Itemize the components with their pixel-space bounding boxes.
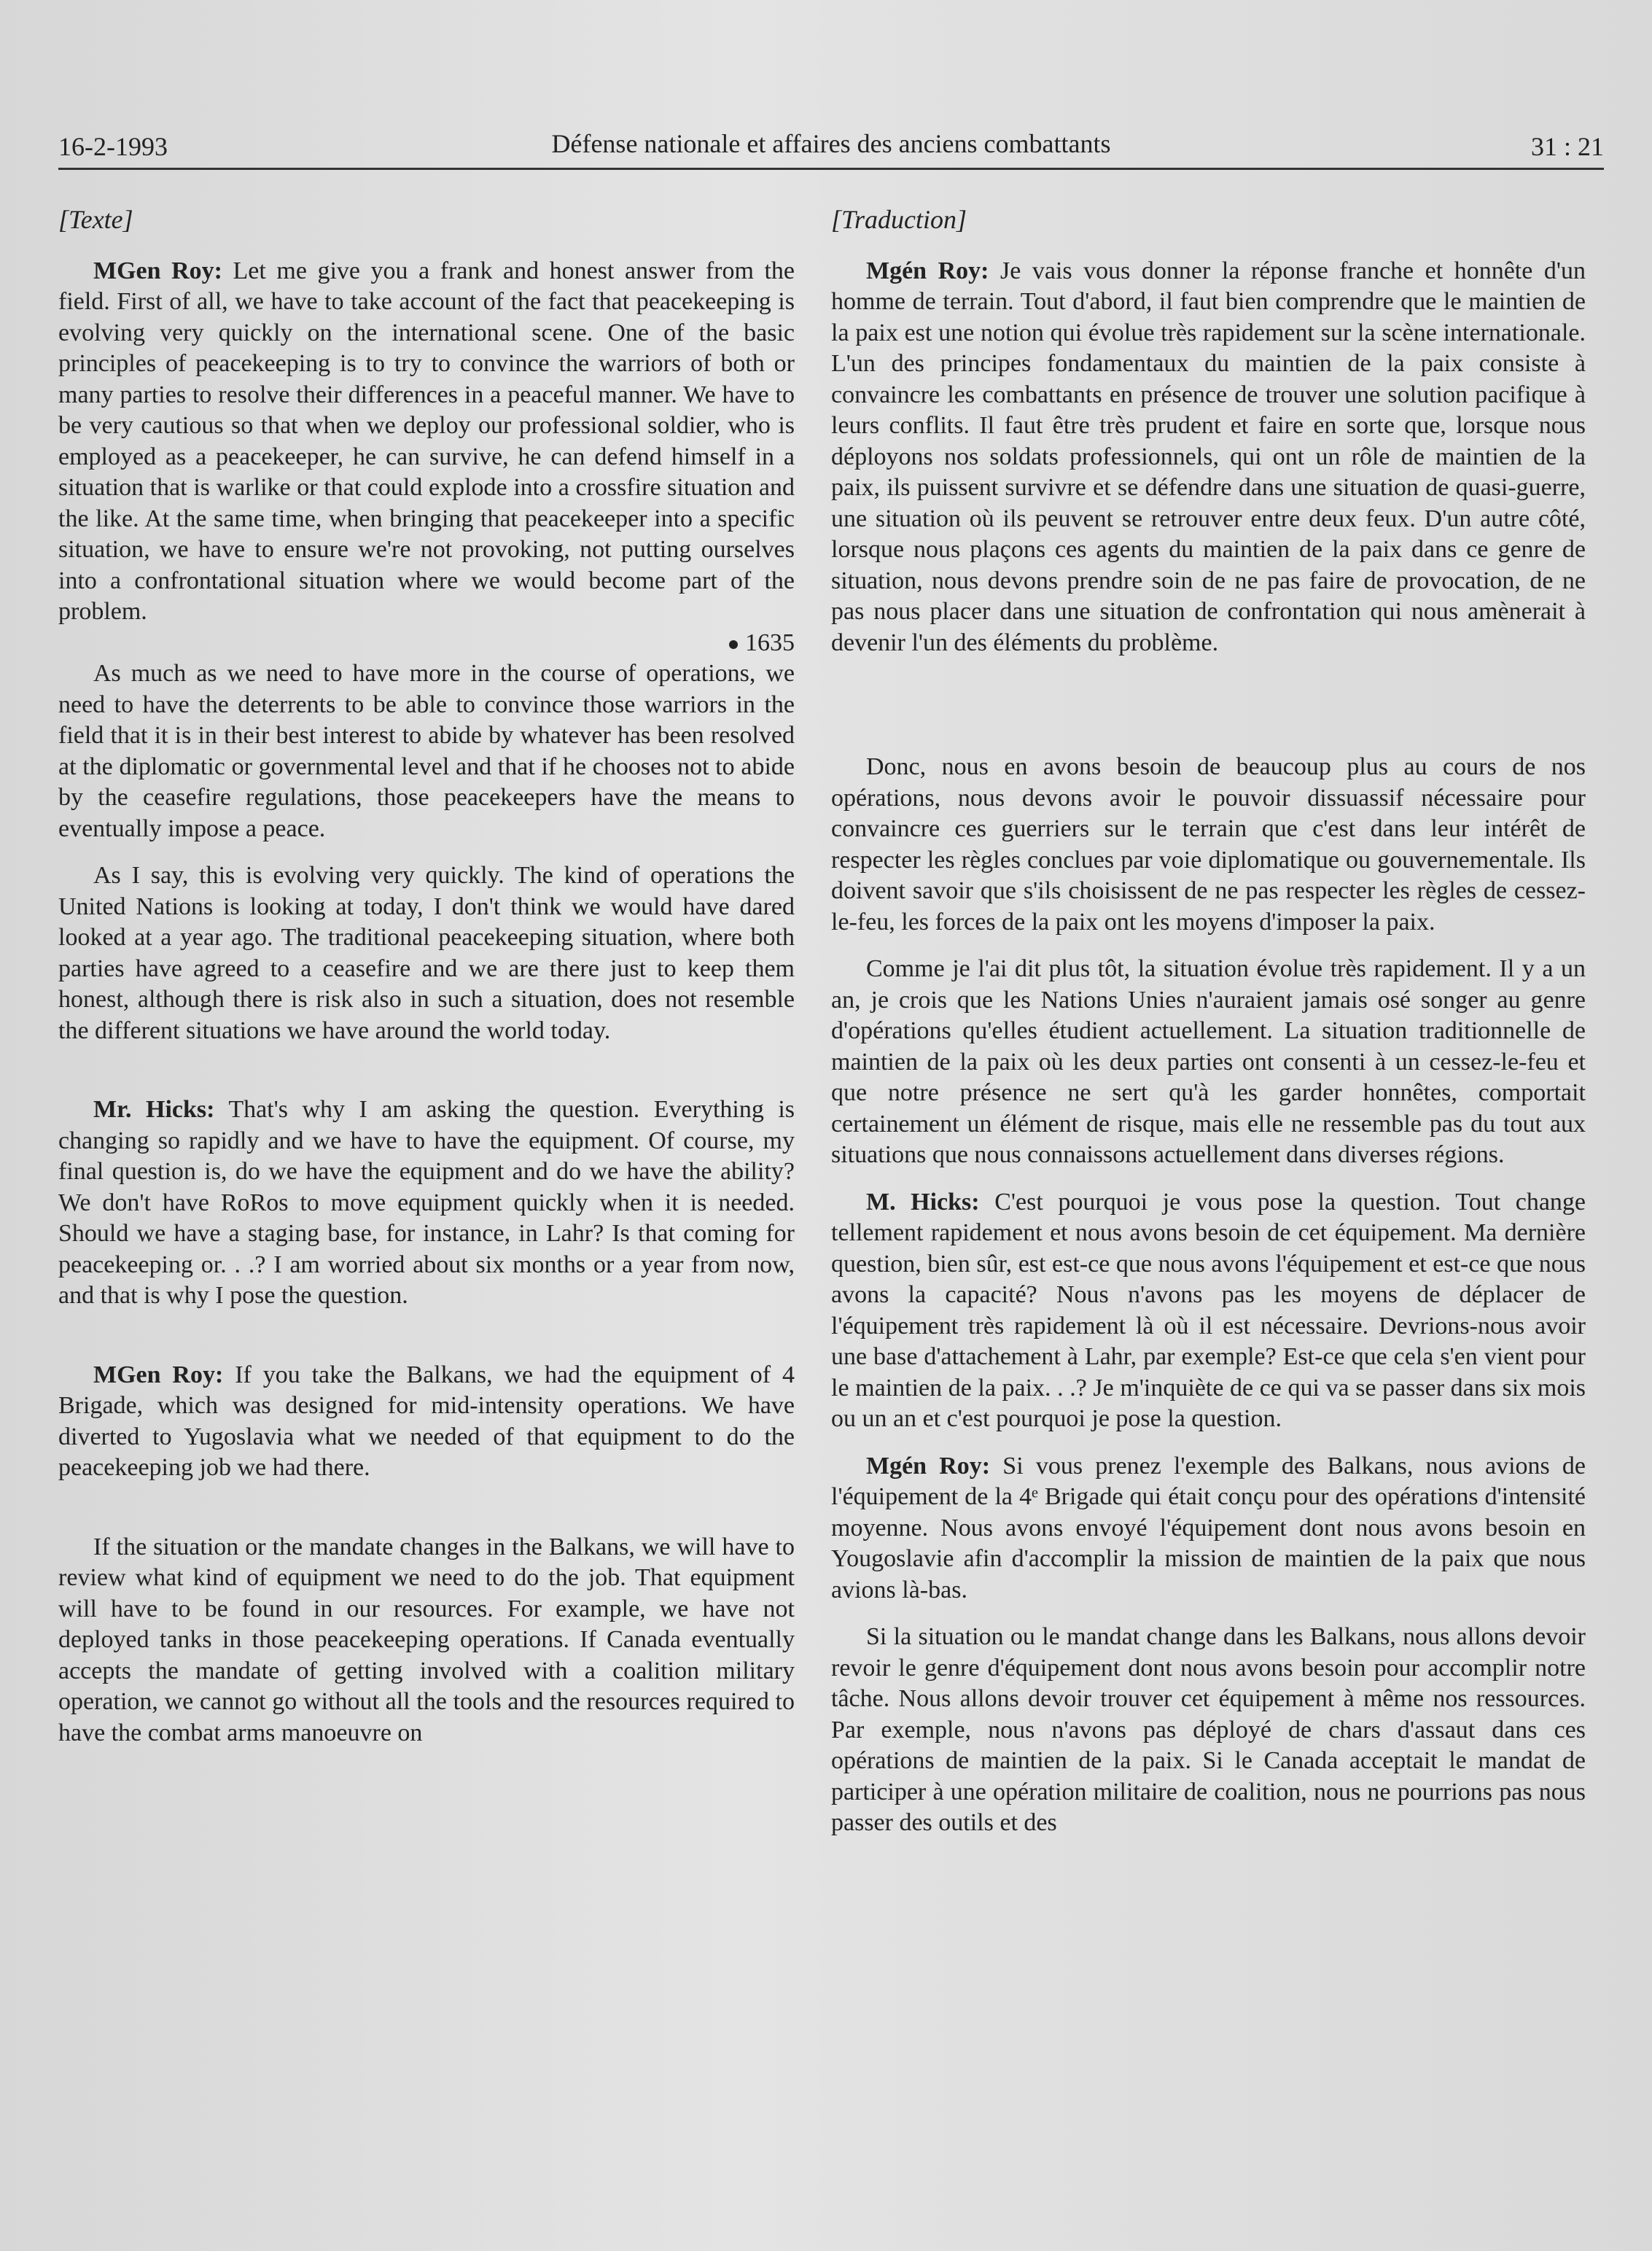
header-date: 16-2-1993 <box>58 132 168 161</box>
paragraph: Donc, nous en avons besoin de beaucoup plus au cours de nos opérations, nous devons avoir le pouvoir dissuassif nécessaire pour convaincre ces guerriers sur le terrain que c'est dans leur intérêt de respecter les règles conclues par voie diplomatique ou gouvernementale. Ils doivent savoir que s'ils choisissent de ne pas respecter les règles de cessez-le-feu, les forces de la paix ont les moyens d'imposer la paix. <box>831 753 1586 936</box>
paragraph <box>831 1187 1586 1435</box>
bullet-icon <box>729 640 738 649</box>
paragraph-text: If you take the Balkans, we had the equipment of 4 Brigade, which was designed for mid-intensity operations. We have diverted to Yugoslavia what we needed of that equipment to do the peacekeeping job we had there. <box>58 1361 795 1481</box>
english-column <box>58 204 795 1749</box>
speaker-name: MGen Roy: <box>93 257 222 284</box>
speaker-name: Mgén Roy: <box>866 1452 991 1480</box>
paragraph: As I say, this is evolving very quickly. The kind of operations the United Nations is looking at today, I don't think we would have dared looked at a year ago. The traditional peacekeeping situation, where both parties have agreed to a ceasefire and we are there just to keep them honest, although there is risk also in such a situation, does not resemble the different situations we have around the world today. <box>58 862 795 1044</box>
paragraph <box>831 256 1586 659</box>
paragraph-text: Let me give you a frank and honest answer from the field. First of all, we have to take account of the fact that peacekeeping is evolving very quickly on the international scene. One of the basic principles of peacekeeping is to try to convince the warriors of both or many parties to resolve their differences in a peaceful manner. We have to be very cautious so that when we deploy our professional soldier, who is employed as a peacekeeper, he can survive, he can defend himself in a situation that is warlike or that could explode into a crossfire situation and the like. At the same time, when bringing that peacekeeper into a specific situation, we have to ensure we're not provoking, not putting ourselves into a confrontational situation where we would become part of the problem. <box>58 257 795 625</box>
header-page-number: 31 : 21 <box>1530 132 1604 161</box>
speaker-name: M. Hicks: <box>866 1188 980 1216</box>
paragraph-text: Si vous prenez l'exemple des Balkans, nous avions de l'équipement de la 4ᵉ Brigade qui était conçu pour des opérations d'intensité moyenne. Nous avons envoyé l'équipement dont nous avons besoin en Yougoslavie afin d'accomplir la mission de maintien de la paix que nous avions là-bas. <box>831 1452 1586 1603</box>
paragraph-text: C'est pourquoi je vous pose la question. Tout change tellement rapidement et nous avons besoin de cet équipement. Ma dernière question, bien sûr, est est-ce que nous avons l'équipement et est-ce que nous avons la capacité? Nous n'avons pas les moyens de déplacer de l'équipement très rapidement là où il est nécessaire. Devrions-nous avoir une base d'attachement à Lahr, par exemple? Est-ce que cela s'en vient pour le maintien de la paix. . .? Je m'inquiète de ce qui va se passer dans six mois ou un an et c'est pourquoi je pose la question. <box>831 1188 1586 1432</box>
paragraph-text: Je vais vous donner la réponse franche et honnête d'un homme de terrain. Tout d'abord, il faut bien comprendre que le maintien de la paix est une notion qui évolue très rapidement sur la scène internationale. L'un des principes fondamentaux du maintien de la paix consiste à convaincre les combattants en présence de trouver une solution pacifique à leurs conflits. Il faut être très prudent et faire en sorte que, lorsque nous déployons nos soldats professionnels, qui ont un rôle de maintien de la paix, ils puissent survivre et se défendre dans une situation de quasi-guerre, une situation où ils peuvent se retrouver entre deux feux. D'un autre côté, lorsque nous plaçons ces agents du maintien de la paix dans ce genre de situation, nous devons prendre soin de ne pas faire de provocation, de ne pas nous placer dans une situation de confrontation qui nous amènerait à devenir l'un des éléments du problème. <box>831 257 1586 656</box>
paragraph-text: That's why I am asking the question. Everything is changing so rapidly and we have to have the equipment. Of course, my final question is, do we have the equipment and do we have the ability? We don't have RoRos to move equipment quickly when it is needed. Should we have a staging base, for instance, in Lahr? Is that coming for peacekeeping or. . .? I am worried about six months or a year from now, and that is why I pose the question. <box>58 1096 795 1309</box>
paragraph <box>58 1360 795 1484</box>
paragraph <box>58 256 795 628</box>
page-header <box>58 109 1604 170</box>
speaker-name: MGen Roy: <box>93 1361 224 1388</box>
time-marker-text: 1635 <box>745 629 795 656</box>
time-marker <box>58 628 795 659</box>
paragraph: As much as we need to have more in the course of operations, we need to have the deterrents to be able to convince those warriors in the field that it is in their best interest to abide by whatever has been resolved at the diplomatic or governmental level and that if he chooses not to abide by the ceasefire regulations, those peacekeepers have the means to eventually impose a peace. <box>58 660 795 842</box>
paragraph <box>831 1451 1586 1606</box>
paragraph <box>58 1095 795 1312</box>
paragraph: Comme je l'ai dit plus tôt, la situation évolue très rapidement. Il y a un an, je crois que les Nations Unies n'auraient jamais osé songer au genre d'opérations qu'elles étudient actuellement. La situation traditionnelle de maintien de la paix où les deux parties ont consenti à un cessez-le-feu et que notre présence ne sert qu'à les garder honnêtes, comportait certainement un élément de risque, mais elle ne ressemble pas du tout aux situations que nous connaissons actuellement dans diverses régions. <box>831 955 1586 1168</box>
speaker-name: Mr. Hicks: <box>93 1096 215 1123</box>
section-tag: [Texte] <box>58 205 133 234</box>
speaker-name: Mgén Roy: <box>866 257 989 284</box>
french-column <box>831 204 1586 1839</box>
paragraph: Si la situation ou le mandat change dans les Balkans, nous allons devoir revoir le genre d'équipement dont nous avons besoin pour accomplir notre tâche. Nous allons devoir trouver cet équipement à même nos ressources. Par exemple, nous n'avons pas déployé de chars d'assaut dans ces opérations de maintien de la paix. Si le Canada acceptait le mandat de participer à une opération militaire de coalition, nous ne pourrions pas nous passer des outils et des <box>831 1623 1586 1836</box>
header-title: Défense nationale et affaires des anciens combattants <box>551 129 1111 158</box>
section-tag: [Traduction] <box>831 205 967 234</box>
paragraph: If the situation or the mandate changes in the Balkans, we will have to review what kind of equipment we need to do the job. That equipment will have to be found in our resources. For example, we have not deployed tanks in those peacekeeping operations. If Canada eventually accepts the mandate of getting involved with a coalition military operation, we cannot go without all the tools and the resources required to have the combat arms manoeuvre on <box>58 1533 795 1746</box>
